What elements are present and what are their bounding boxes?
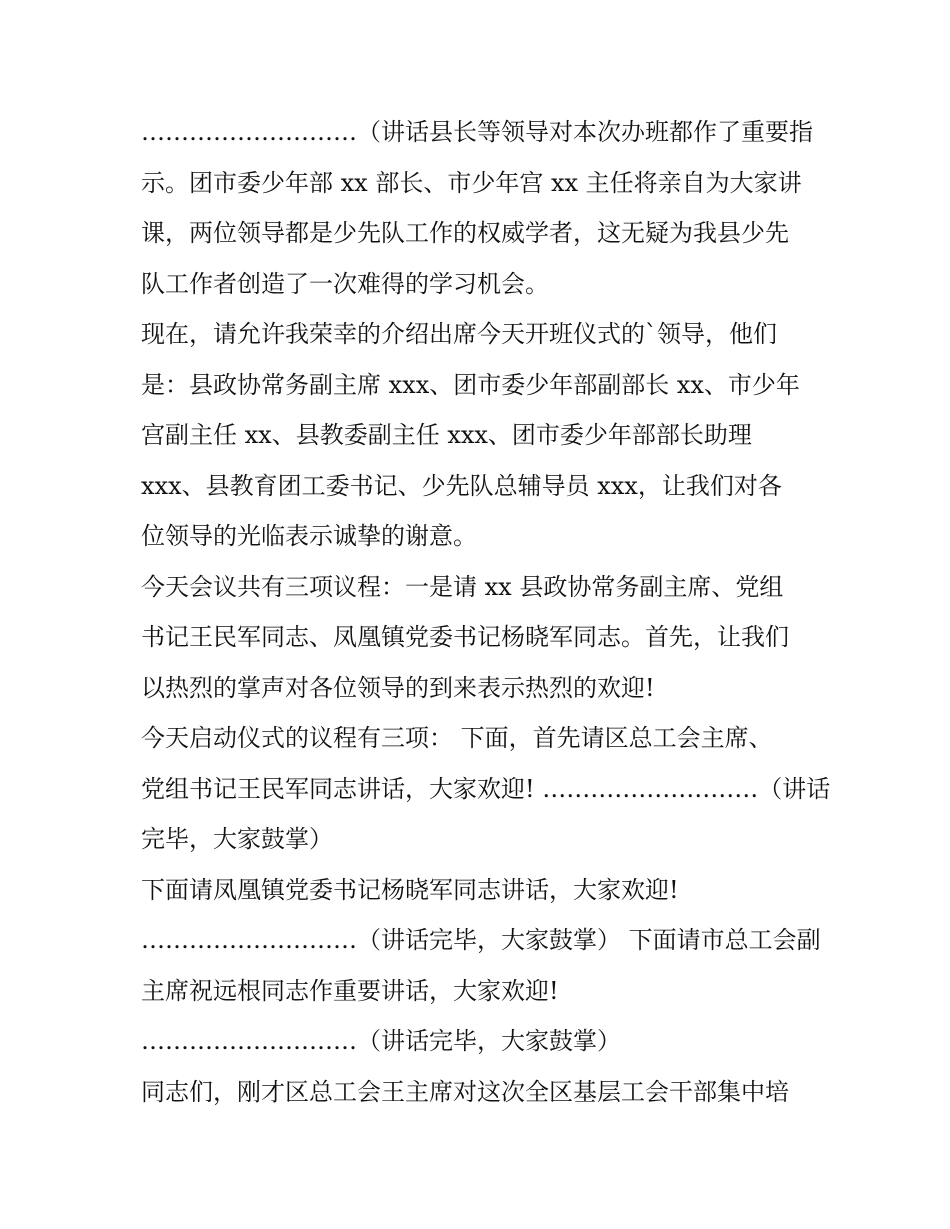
- text-line: 同志们，刚才区总工会王主席对这次全区基层工会干部集中培: [141, 1077, 789, 1106]
- text-line: xxx、县教育团工委书记、少先队总辅导员 xxx，让我们对各: [141, 471, 782, 500]
- text-line: 示。团市委少年部 xx 部长、市少年宫 xx 主任将亲自为大家讲: [141, 168, 802, 197]
- text-line: 完毕，大家鼓掌）: [141, 825, 333, 853]
- text-line: 是：县政协常务副主席 xxx、团市委少年部副部长 xx、市少年: [141, 370, 800, 399]
- text-line: 位领导的光临表示诚挚的谢意。: [141, 522, 477, 550]
- text-line: 书记王民军同志、凤凰镇党委书记杨晓军同志。首先，让我们: [141, 623, 789, 651]
- text-line: 课，两位领导都是少先队工作的权威学者，这无疑为我县少先: [141, 219, 789, 247]
- text-line: 以热烈的掌声对各位领导的到来表示热烈的欢迎!: [141, 673, 655, 702]
- text-line: 党组书记王民军同志讲话，大家欢迎! ………………………（讲话: [141, 774, 831, 803]
- document-body: [141, 107, 831, 1117]
- text-line: 今天会议共有三项议程：一是请 xx 县政协常务副主席、党组: [141, 572, 784, 601]
- text-line: ………………………（讲话县长等领导对本次办班都作了重要指: [141, 118, 813, 146]
- text-line: ………………………（讲话完毕，大家鼓掌） 下面请市总工会副: [141, 926, 821, 954]
- text-line: 下面请凤凰镇党委书记杨晓军同志讲话，大家欢迎!: [141, 875, 679, 904]
- text-line: 今天启动仪式的议程有三项： 下面，首先请区总工会主席、: [141, 724, 773, 752]
- text-line: 现在，请允许我荣幸的介绍出席今天开班仪式的`领导，他们: [141, 320, 777, 348]
- text-line: 队工作者创造了一次难得的学习机会。: [141, 269, 549, 298]
- text-line: 主席祝远根同志作重要讲话，大家欢迎!: [141, 976, 559, 1005]
- text-line: 宫副主任 xx、县教委副主任 xxx、团市委少年部部长助理: [141, 421, 752, 449]
- text-line: ………………………（讲话完毕，大家鼓掌）: [141, 1027, 621, 1055]
